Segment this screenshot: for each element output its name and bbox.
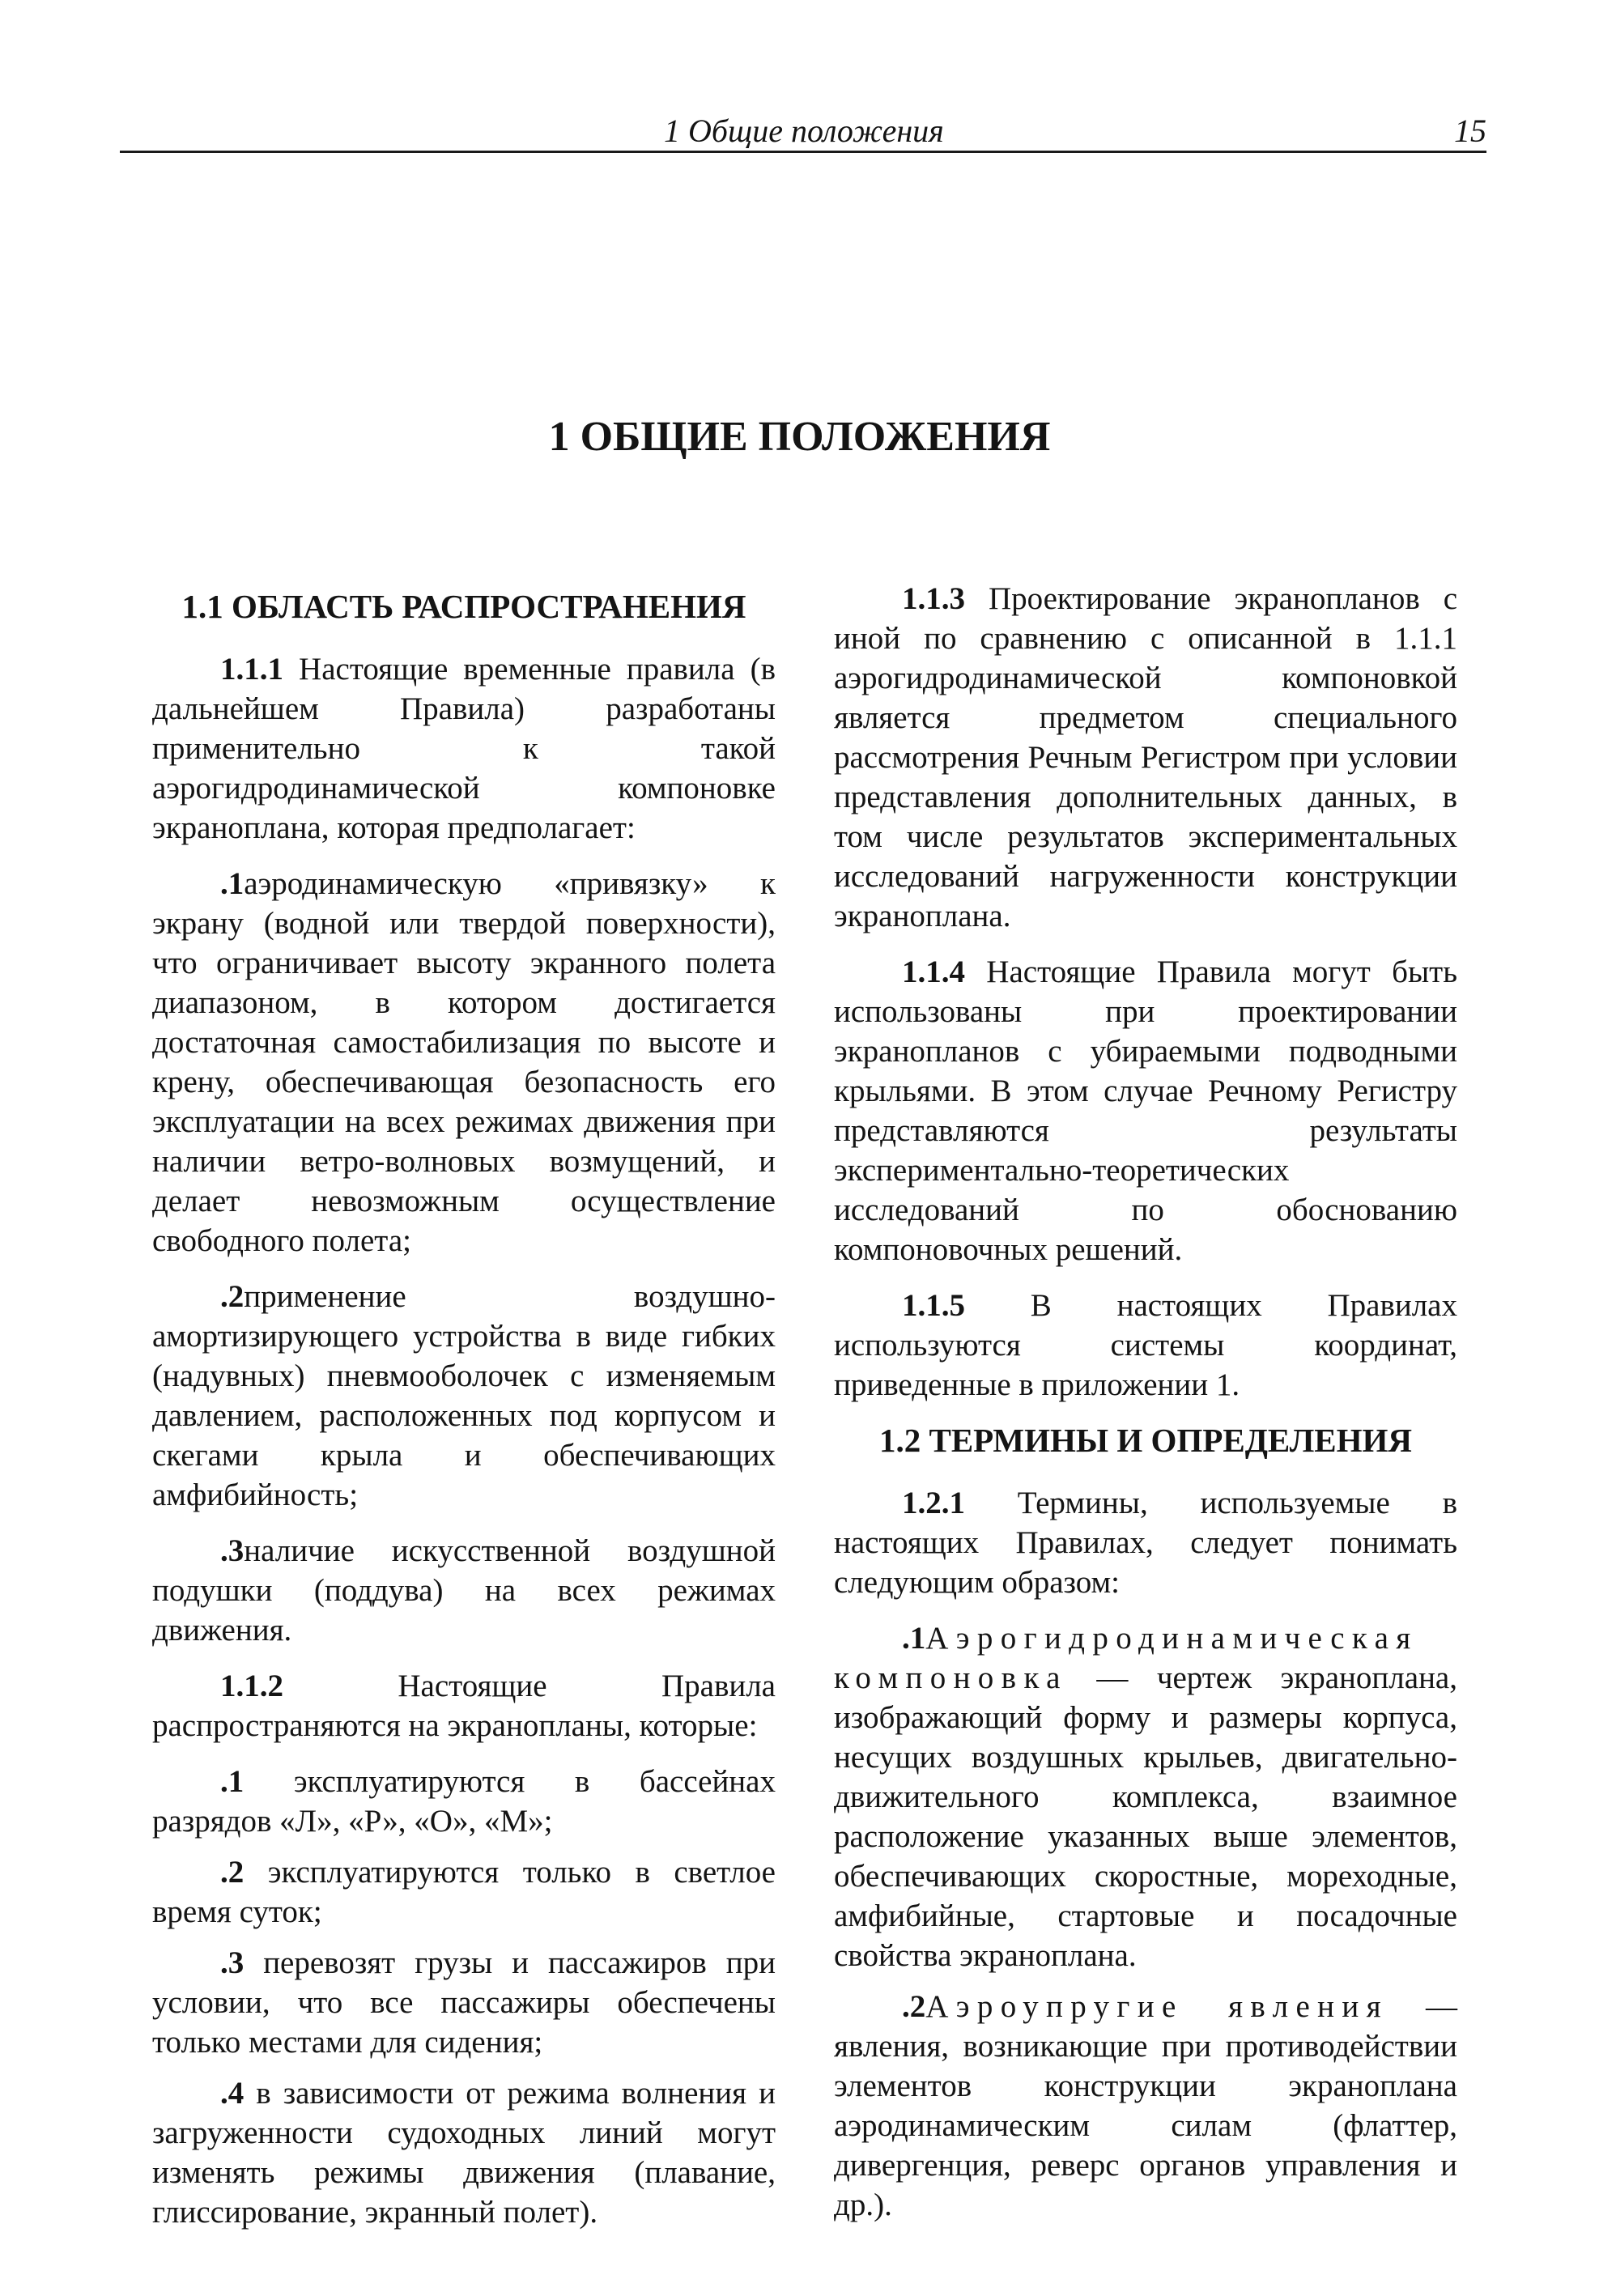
clause-text: Настоящие Правила могут быть использованы при проектировании экранопланов с убираемыми подводными крыльями. В этом случае Речному Регистру представляются результаты экспериментально-теоретических исследований по обоснованию компоновочных решений.: [834, 955, 1458, 1267]
item-number: .1: [220, 1764, 245, 1799]
page-number: 15: [1454, 113, 1486, 149]
clause-text: В настоящих Правилах используются системы координат, приведенные в приложении 1.: [834, 1288, 1457, 1402]
clause-text: Проектирование экранопланов с иной по сравнению с описанной в 1.1.1 аэрогидродинамической компоновкой является предметом специального рассмотрения Речным Регистром при условии представления дополнительных данных, в том числе результатов экспериментальных исследований нагруженности конструкции экраноплана.: [834, 581, 1458, 933]
running-header: [120, 108, 1486, 153]
left-column: [152, 579, 776, 2243]
list-item: [152, 1531, 776, 1650]
item-text: наличие искусственной воздушной подушки (поддува) на всех режимах движения.: [152, 1533, 776, 1648]
clause-number: 1.2.1: [902, 1486, 965, 1520]
clause-number: 1.1.5: [902, 1288, 965, 1323]
clause-text: Термины, используемые в настоящих Правилах, следует понимать следующим образом:: [834, 1486, 1457, 1600]
item-text: в зависимости от режима волнения и загруженности судоходных линий могут изменять режимы движения (плавание, глиссирование, экранный полет).: [152, 2076, 776, 2230]
item-number: .2: [220, 1855, 245, 1890]
item-number: .2: [902, 1989, 926, 2024]
item-text: эксплуатируются в бассейнах разрядов «Л», «Р», «О», «М»;: [152, 1764, 776, 1839]
term-text: — явления, возникающие при противодействии элементов конструкции экраноплана аэродинамическим силам (флаттер, дивергенция, реверс органов управления и др.).: [834, 1989, 1457, 2222]
list-item: [152, 1762, 776, 1841]
paragraph-1-1-5: [834, 1286, 1457, 1405]
clause-number: 1.1.4: [902, 955, 965, 989]
right-column: [834, 579, 1457, 2236]
item-text: применение воздушно-амортизирующего устройства в виде гибких (надувных) пневмооболочек с изменяемым давлением, расположенных под корпусом и скегами крыла и обеспечивающих амфибийность;: [152, 1279, 776, 1512]
item-number: .3: [220, 1533, 245, 1568]
clause-number: 1.1.3: [902, 581, 965, 616]
list-item: [152, 864, 776, 1261]
paragraph-1-1-1: [152, 649, 776, 848]
paragraph-1-1-3: [834, 579, 1457, 936]
item-number: .3: [220, 1945, 245, 1980]
running-header-section-title: 1 Общие положения: [664, 113, 944, 149]
clause-text: Настоящие Правила распространяются на экранопланы, которые:: [152, 1669, 776, 1743]
list-item: [152, 1943, 776, 2062]
chapter-title: 1 ОБЩИЕ ПОЛОЖЕНИЯ: [548, 414, 1051, 460]
term-name: Аэроупругие явления: [925, 1989, 1388, 2024]
term-name: Аэрогидродинамическая компоновка: [834, 1621, 1418, 1695]
item-text: перевозят грузы и пассажиров при условии, что все пассажиры обеспечены только местами для сидения;: [152, 1945, 776, 2060]
item-number: .2: [220, 1279, 245, 1314]
clause-text: Настоящие временные правила (в дальнейшем Правила) разработаны применительно к такой аэрогидродинамической компоновке экраноплана, которая предполагает:: [152, 652, 776, 845]
section-heading-1-2: 1.2 ТЕРМИНЫ И ОПРЕДЕЛЕНИЯ: [878, 1422, 1413, 1459]
item-number: .1: [220, 866, 245, 901]
list-item: [152, 2073, 776, 2232]
item-number: .1: [902, 1621, 926, 1656]
clause-number: 1.1.2: [220, 1669, 283, 1703]
list-item: [152, 1277, 776, 1515]
item-text: эксплуатируются только в светлое время суток;: [152, 1855, 776, 1929]
item-text: аэродинамическую «привязку» к экрану (водной или твердой поверхности), что ограничивает высоту экранного полета диапазоном, в котором достигается достаточная самостабилизация по высоте и крену, обеспечивающая безопасность его эксплуатации на всех режимах движения при наличии ветро-волновых возмущений, и делает невозможным осуществление свободного полета;: [152, 866, 776, 1258]
item-number: .4: [220, 2076, 245, 2111]
list-item: [152, 1852, 776, 1932]
section-heading-1-1: 1.1 ОБЛАСТЬ РАСПРОСТРАНЕНИЯ: [181, 588, 746, 625]
clause-number: 1.1.1: [220, 652, 283, 687]
paragraph-1-1-2: [152, 1666, 776, 1745]
paragraph-1-1-4: [834, 952, 1457, 1269]
term-text: — чертеж экраноплана, изображающий форму и размеры корпуса, несущих воздушных крыльев, двигательно-движительного комплекса, взаимное расположение указанных выше элементов, обеспечивающих скоростные, мореходные, амфибийные, стартовые и посадочные свойства экраноплана.: [834, 1660, 1457, 1973]
term-definition: [834, 1618, 1457, 1975]
term-definition: [834, 1987, 1457, 2225]
paragraph-1-2-1: [834, 1483, 1457, 1602]
